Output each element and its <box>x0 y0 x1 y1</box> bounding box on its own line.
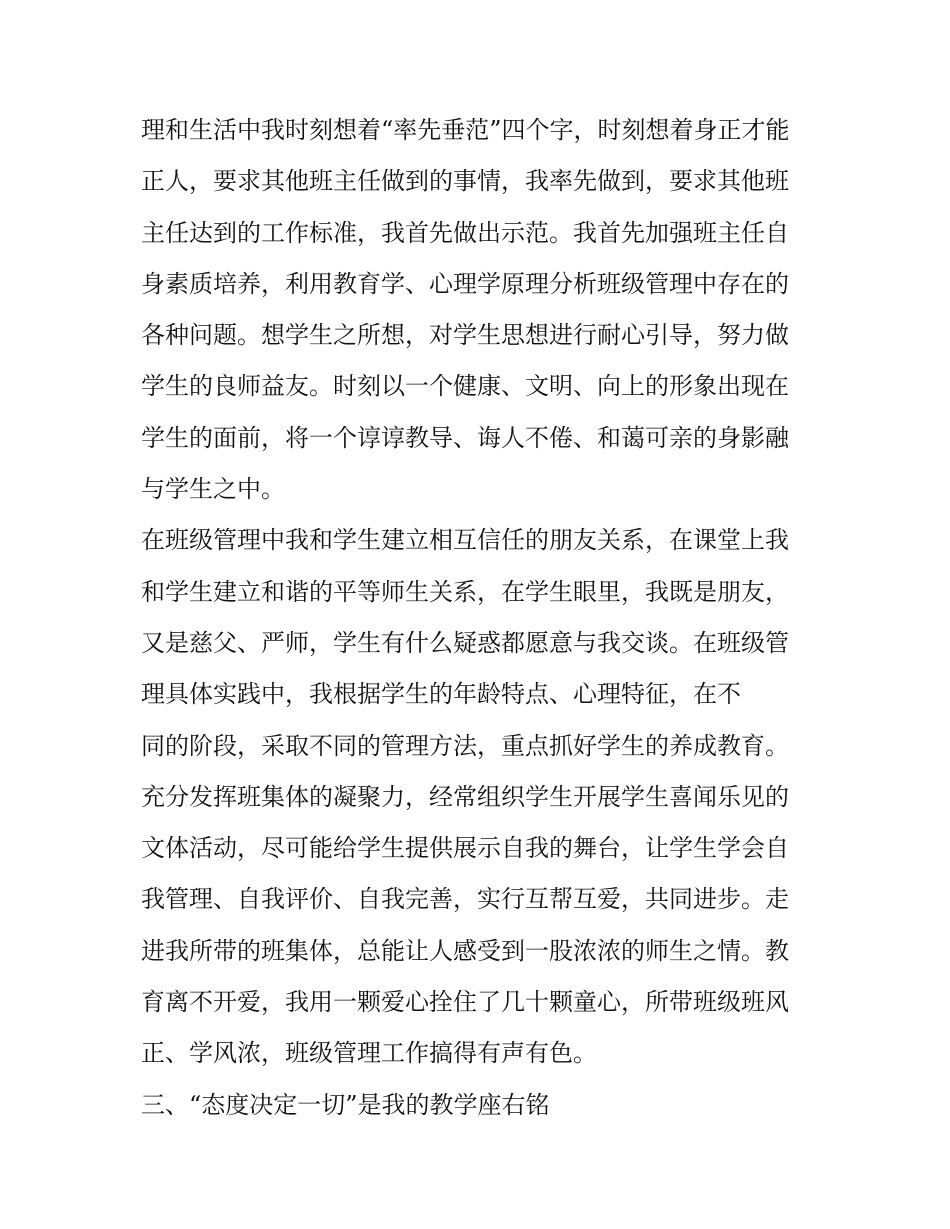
text-line: 理具体实践中，我根据学生的年龄特点、心理特征，在不 <box>141 680 741 709</box>
text-line: 学生的良师益友。时刻以一个健康、文明、向上的形象出现在 <box>141 372 789 401</box>
text-line: 进我所带的班集体，总能让人感受到一股浓浓的师生之情。教 <box>141 936 789 965</box>
text-line: 正人，要求其他班主任做到的事情，我率先做到，要求其他班 <box>141 167 789 196</box>
text-line: 与学生之中。 <box>141 475 285 504</box>
section-heading: 三、“态度决定一切”是我的教学座右铭 <box>141 1090 550 1119</box>
text-line: 和学生建立和谐的平等师生关系，在学生眼里，我既是朋友， <box>141 577 789 606</box>
text-line: 各种问题。想学生之所想，对学生思想进行耐心引导，努力做 <box>141 321 789 350</box>
text-line: 正、学风浓，班级管理工作搞得有声有色。 <box>141 1039 597 1068</box>
text-line: 我管理、自我评价、自我完善，实行互帮互爱，共同进步。走 <box>141 885 789 914</box>
text-line: 理和生活中我时刻想着“率先垂范”四个字，时刻想着身正才能 <box>141 116 790 144</box>
text-line: 同的阶段，采取不同的管理方法，重点抓好学生的养成教育。 <box>141 731 789 760</box>
body-text <box>141 105 821 1131</box>
text-line: 充分发挥班集体的凝聚力，经常组织学生开展学生喜闻乐见的 <box>141 782 789 811</box>
text-line: 主任达到的工作标准，我首先做出示范。我首先加强班主任自 <box>141 218 789 247</box>
text-line: 文体活动，尽可能给学生提供展示自我的舞台，让学生学会自 <box>141 834 789 863</box>
text-line: 在班级管理中我和学生建立相互信任的朋友关系，在课堂上我 <box>141 526 789 555</box>
text-line: 学生的面前，将一个谆谆教导、诲人不倦、和蔼可亲的身影融 <box>141 423 789 452</box>
text-line: 育离不开爱，我用一颗爱心拴住了几十颗童心，所带班级班风 <box>141 988 789 1017</box>
text-line: 身素质培养，利用教育学、心理学原理分析班级管理中存在的 <box>141 269 789 298</box>
text-line: 又是慈父、严师，学生有什么疑惑都愿意与我交谈。在班级管 <box>141 628 789 657</box>
